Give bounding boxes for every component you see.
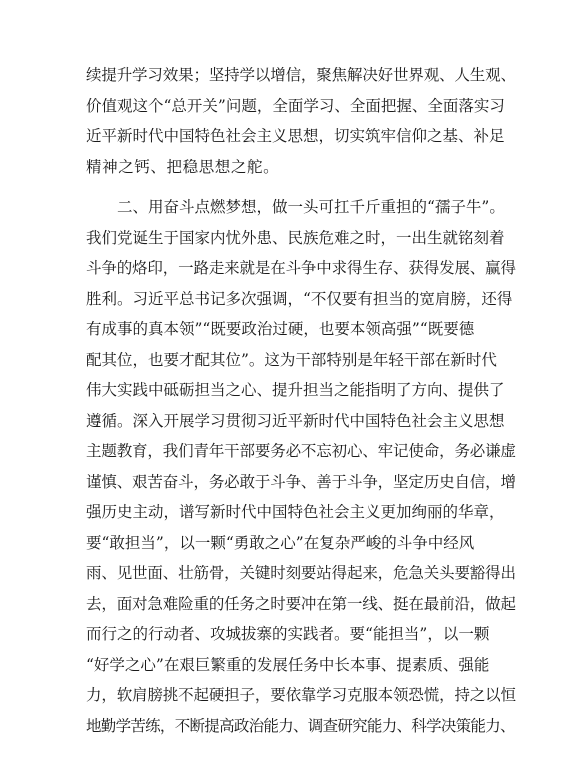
text-line: 而行之的行动者、攻城拔寨的实践者。要“能担当”，以一颗	[86, 625, 490, 643]
text-line: 精神之钙、把稳思想之舵。	[86, 157, 280, 176]
text-line: 续提升学习效果；坚持学以增信，聚焦解决好世界观、人生观、	[86, 66, 516, 84]
text-line: 有成事的真本领”“既要政治过硬，也要本领高强”“既要德	[86, 320, 475, 338]
text-line: 我们党诞生于国家内忧外患、民族危难之时，一出生就铭刻着	[86, 228, 505, 247]
text-line: 配其位，也要才配其位”。这为干部特别是年轻干部在新时代	[86, 350, 497, 369]
text-line: 胜利。习近平总书记多次强调，“不仅要有担当的宽肩膀，还得	[86, 289, 513, 308]
text-line: 地勤学苦练，不断提高政治能力、调查研究能力、科学决策能力、	[86, 716, 515, 735]
text-line: 雨、见世面、壮筋骨，关键时刻要站得起来，危急关头要豁得出	[86, 564, 516, 582]
text-line: 力，软肩膀挑不起硬担子，要依靠学习克服本领恐慌，持之以恒	[86, 686, 516, 704]
text-line: 主题教育，我们青年干部要务必不忘初心、牢记使命，务必谦虚	[86, 442, 516, 460]
text-line: 价值观这个“总开关”问题，全面学习、全面把握、全面落实习	[86, 96, 505, 115]
text-line: 强历史主动，谱写新时代中国特色社会主义更加绚丽的华章，	[86, 503, 505, 521]
text-line: 谨慎、艰苦奋斗，务必敢于斗争、善于斗争，坚定历史自信，增	[86, 472, 516, 491]
text-line: 斗争的烙印，一路走来就是在斗争中求得生存、获得发展、赢得	[86, 259, 516, 277]
text-line: 伟大实践中砥砺担当之心、提升担当之能指明了方向、提供了	[86, 381, 505, 399]
section-heading-line: 二、用奋斗点燃梦想，做一头可扛千斤重担的“孺子牛”。	[86, 198, 505, 216]
text-line: 要“敢担当”，以一颗“勇敢之心”在复杂严峻的斗争中经风	[86, 533, 475, 552]
text-line: “好学之心”在艰巨繁重的发展任务中长本事、提素质、强能	[86, 655, 490, 674]
text-line: 去，面对急难险重的任务之时要冲在第一线、挺在最前沿，做起	[86, 594, 516, 613]
paragraph-gap	[86, 182, 516, 192]
body-text	[86, 60, 516, 741]
text-line: 近平新时代中国特色社会主义思想，切实筑牢信仰之基、补足	[86, 127, 505, 145]
text-line: 遵循。深入开展学习贯彻习近平新时代中国特色社会主义思想	[86, 411, 505, 430]
